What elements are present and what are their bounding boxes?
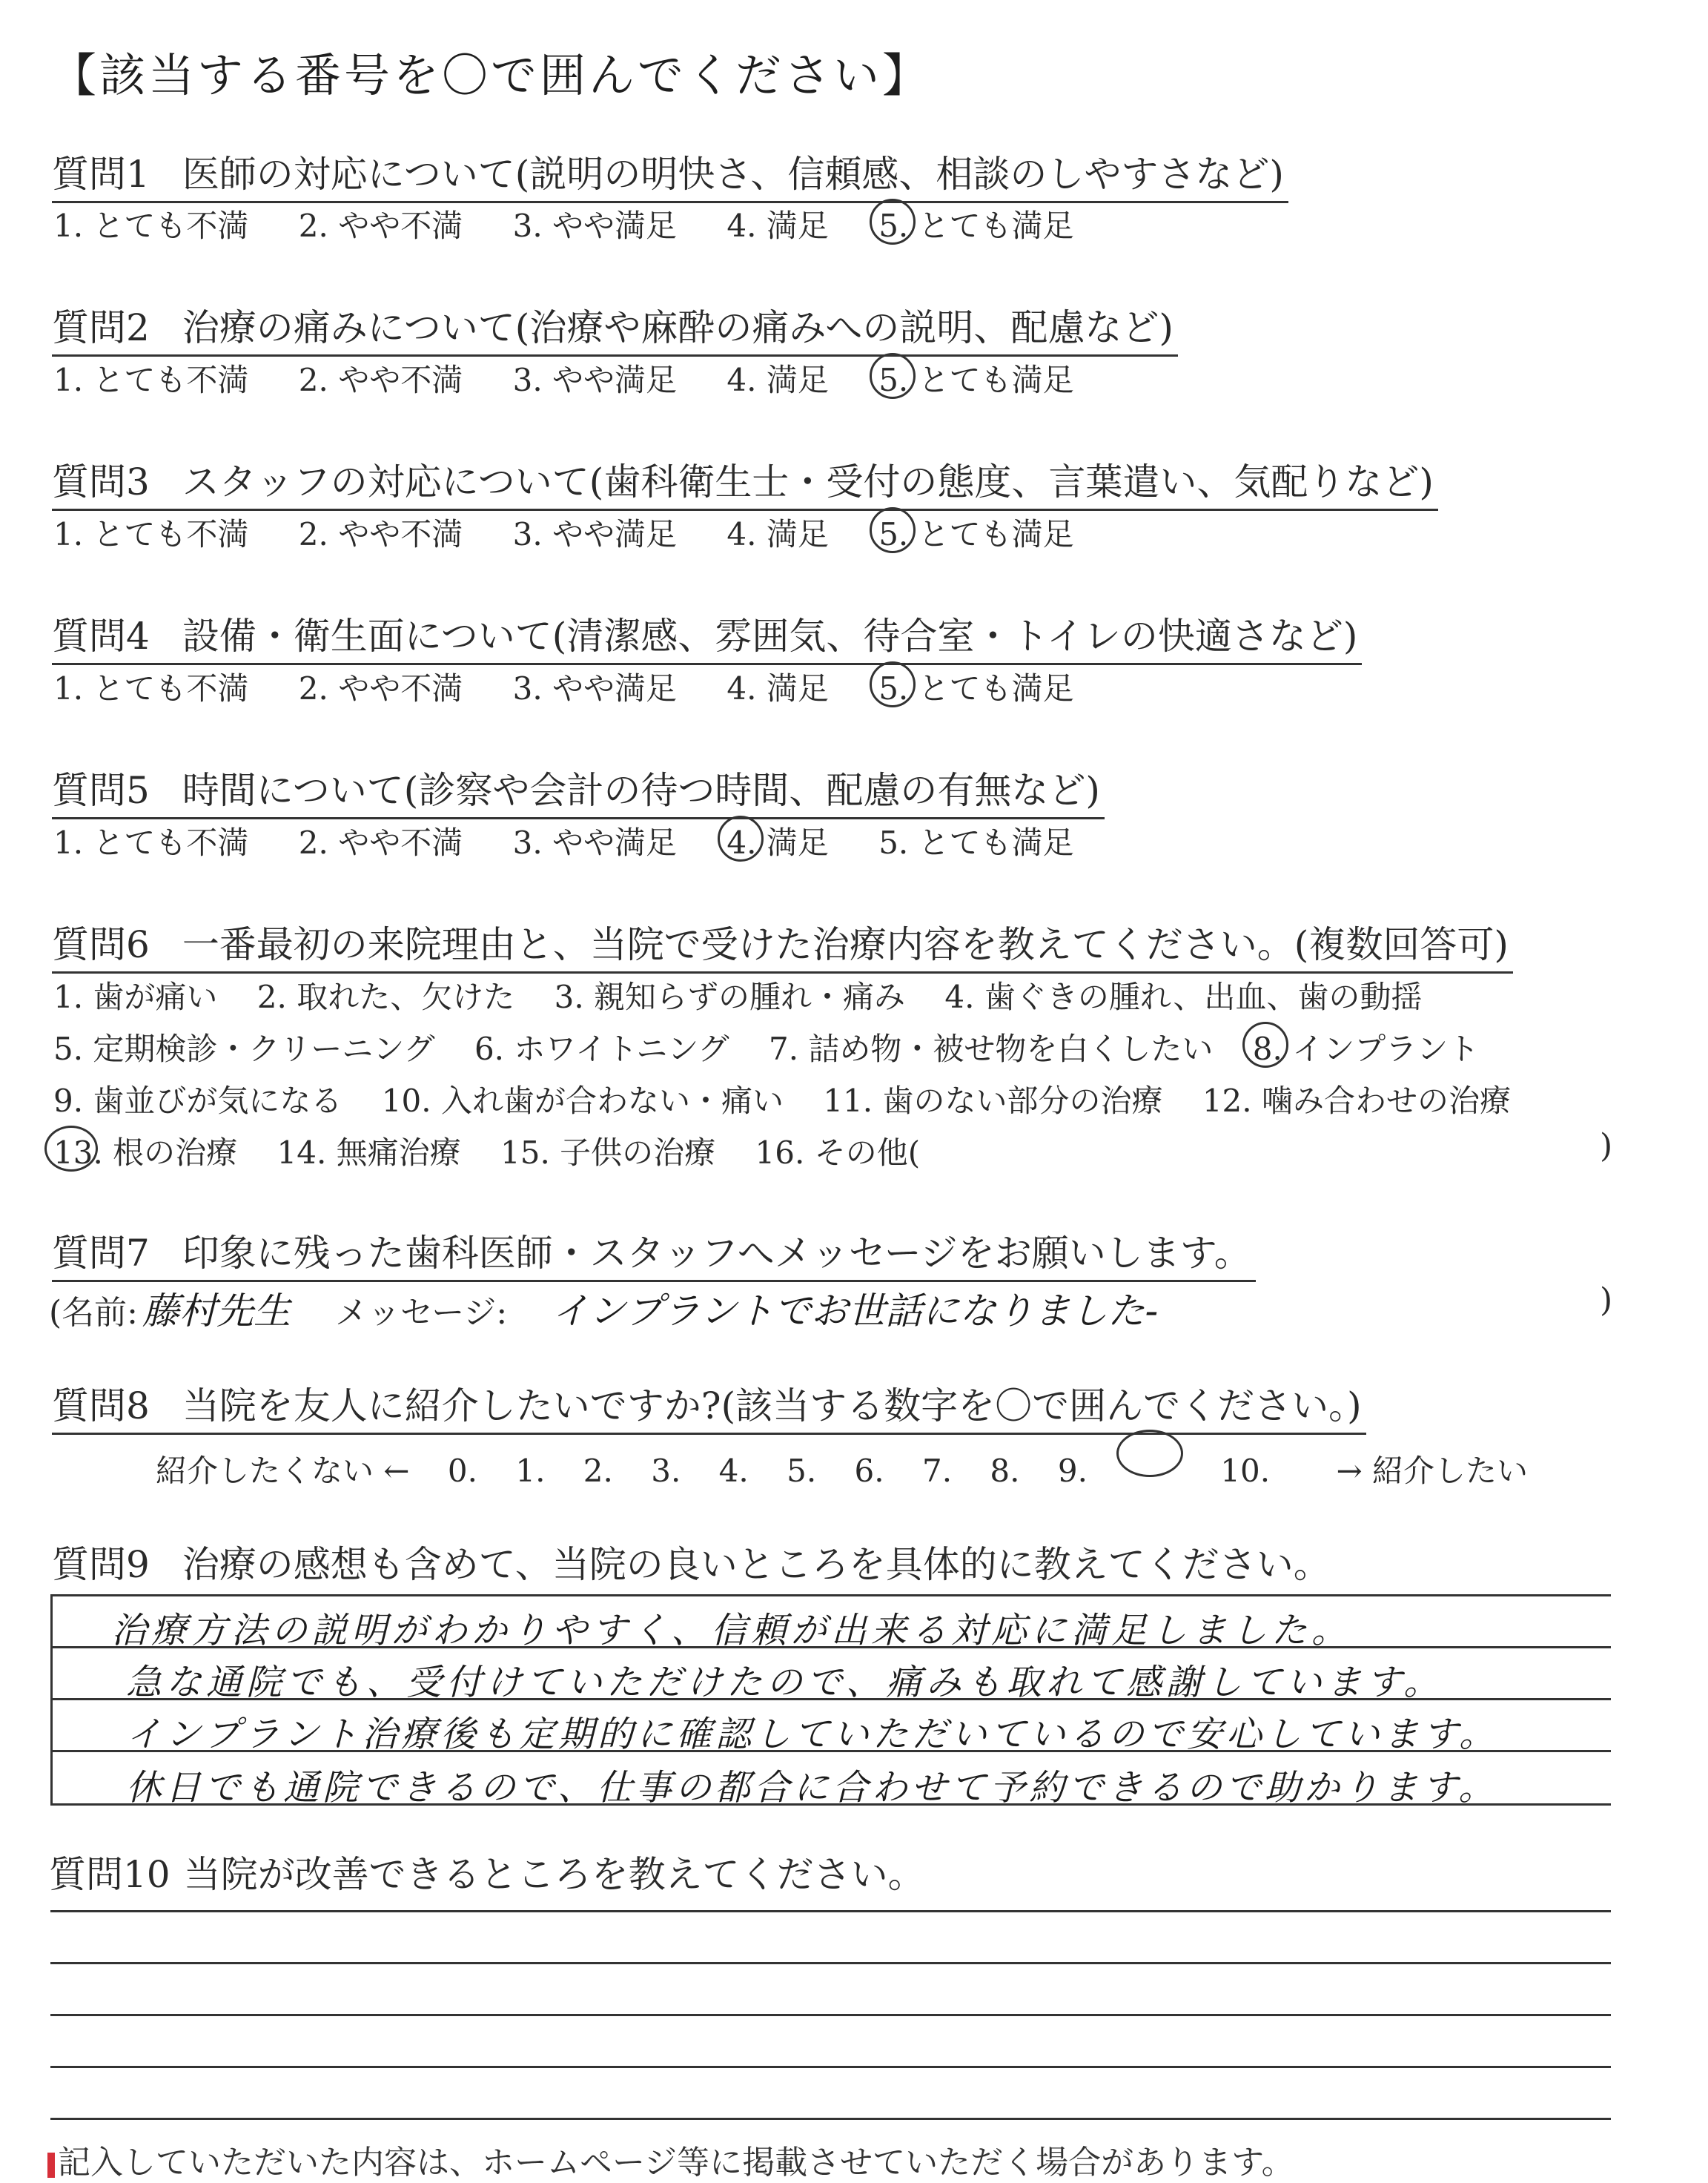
question-1-heading [52,145,1288,203]
option-3[interactable]: 3. やや満足 [512,208,678,244]
answer-line[interactable] [50,1962,1611,1964]
option-5[interactable]: 5. とても満足 [878,825,1074,861]
reason-option[interactable]: 10. 入れ歯が合わない・痛い [381,1083,784,1119]
question-text: 当院を友人に紹介したいですか?(該当する数字を〇で囲んでください。) [182,1384,1362,1427]
question-7-heading [52,1223,1256,1282]
option-3[interactable]: 3. やや満足 [512,825,678,861]
question-9-heading [52,1535,1331,1588]
question-6-row-1 [53,973,1452,1017]
scale-10-selected[interactable] [1125,1434,1298,1489]
option-5-selected[interactable] [878,356,1073,400]
answer-line[interactable] [50,2066,1611,2068]
option-5-label: 5. とても満足 [878,670,1074,707]
question-3-options [53,510,1114,555]
message-value[interactable]: インプラントでお世話になりました- [552,1289,1159,1332]
reason-option-label: 8. インプラント [1252,1031,1480,1067]
scale-5[interactable]: 5. [787,1453,817,1489]
footer-note-text: 記入していただいた内容は、ホームページ等に掲載させていただく場合があります。 [58,2144,1294,2182]
reason-option[interactable]: 11. 歯のない部分の治療 [823,1083,1163,1119]
option-4[interactable]: 4. 満足 [726,208,829,244]
answer-text-line-4: 休日でも通院できるので、仕事の都合に合わせて予約できるので助かります。 [126,1767,1498,1809]
scale-8[interactable]: 8. [990,1453,1020,1489]
option-5-selected[interactable] [878,664,1073,709]
option-4[interactable]: 4. 満足 [726,670,829,707]
scale-left-label: 紹介したくない ← [156,1453,410,1489]
option-5-label: 5. とても満足 [878,362,1074,398]
question-number: 質問6 [52,923,150,966]
option-2[interactable]: 2. やや不満 [298,670,463,707]
reason-option[interactable]: 5. 定期検診・クリーニング [53,1031,435,1067]
answer-line[interactable] [50,1910,1611,1912]
page-title: 【該当する番号を〇で囲んでください】 [50,48,932,102]
question-4-options [53,664,1114,709]
question-number: 質問4 [52,615,150,658]
reason-option-label: 13. 根の治療 [53,1135,238,1171]
question-number: 質問5 [52,769,150,812]
option-1[interactable]: 1. とても不満 [53,208,249,244]
selection-circle [1116,1430,1183,1477]
question-text: 当院が改善できるところを教えてください。 [183,1853,925,1896]
question-4-heading [52,607,1362,665]
name-label: (名前: [49,1294,138,1332]
option-4-selected[interactable] [726,819,828,863]
scale-9[interactable]: 9. [1057,1453,1088,1489]
question-6-heading [52,915,1513,974]
question-number: 質問2 [52,306,150,349]
question-3-heading [52,452,1438,511]
scale-4[interactable]: 4. [718,1453,749,1489]
reason-option[interactable]: 15. 子供の治療 [500,1135,716,1171]
question-number: 質問8 [52,1384,150,1427]
option-2[interactable]: 2. やや不満 [298,825,463,861]
answer-line[interactable] [50,2118,1611,2120]
question-text: スタッフの対応について(歯科衛生士・受付の態度、言葉遣い、気配りなど) [182,460,1434,503]
question-number: 質問7 [52,1232,150,1275]
reason-option[interactable]: 14. 無痛治療 [277,1135,461,1171]
question-5-heading [52,761,1105,819]
question-text: 印象に残った歯科医師・スタッフへメッセージをお願いします。 [182,1232,1251,1275]
question-number: 質問3 [52,460,150,503]
red-marker [47,2153,55,2178]
answer-text-line-3: インプラント治療後も定期的に確認していただいているので安心しています。 [126,1714,1499,1755]
option-4[interactable]: 4. 満足 [726,362,829,398]
scale-0[interactable]: 0. [447,1453,477,1489]
reason-option[interactable]: 12. 噛み合わせの治療 [1202,1083,1511,1119]
question-1-options [53,202,1114,246]
name-value[interactable]: 藤村先生 [142,1289,291,1332]
question-5-options [53,819,1114,863]
question-text: 一番最初の来院理由と、当院で受けた治療内容を教えてください。(複数回答可) [182,923,1509,966]
question-10-heading [49,1845,925,1898]
scale-3[interactable]: 3. [651,1453,681,1489]
option-2[interactable]: 2. やや不満 [298,362,463,398]
question-2-options [53,356,1114,400]
other-close-paren: ) [1600,1127,1613,1165]
option-1[interactable]: 1. とても不満 [53,362,249,398]
option-5-selected[interactable] [878,510,1073,555]
question-6-row-2 [53,1025,1509,1069]
question-number: 質問10 [49,1853,171,1896]
question-text: 治療の痛みについて(治療や麻酔の痛みへの説明、配慮など) [182,306,1174,349]
scale-right-label: → 紹介したい [1336,1453,1528,1489]
scale-10-label: 10. [1220,1453,1271,1489]
option-5-label: 5. とても満足 [878,208,1074,244]
question-text: 医師の対応について(説明の明快さ、信頼感、相談のしやすさなど) [182,153,1284,196]
question-number: 質問9 [52,1543,150,1586]
option-3[interactable]: 3. やや満足 [512,362,678,398]
reason-option[interactable]: 6. ホワイトニング [474,1031,729,1067]
reason-option[interactable]: 3. 親知らずの腫れ・痛み [554,979,906,1015]
option-5-selected[interactable] [878,202,1073,246]
reason-option[interactable]: 9. 歯並びが気になる [53,1083,342,1119]
footer-note [47,2136,1294,2183]
question-text: 設備・衛生面について(清潔感、雰囲気、待合室・トイレの快適さなど) [182,615,1358,658]
option-3[interactable]: 3. やや満足 [512,670,678,707]
question-2-heading [52,298,1178,357]
message-close-paren: ) [1600,1281,1613,1319]
answer-line[interactable] [50,2014,1611,2016]
option-2[interactable]: 2. やや不満 [298,516,463,552]
option-4-label: 4. 満足 [726,825,829,861]
reason-option-selected[interactable] [1253,1025,1479,1069]
scale-1[interactable]: 1. [515,1453,546,1489]
reason-option[interactable]: 7. 詰め物・被せ物を白くしたい [768,1031,1214,1067]
message-label: メッセージ: [335,1294,508,1332]
reason-option[interactable]: 4. 歯ぐきの腫れ、出血、歯の動揺 [944,979,1423,1015]
answer-text-line-1: 治療方法の説明がわかりやすく、信頼が出来る対応に満足しました。 [111,1610,1352,1651]
option-5-label: 5. とても満足 [878,516,1074,552]
scale-6[interactable]: 6. [854,1453,884,1489]
reason-option[interactable]: 1. 歯が痛い [53,979,218,1015]
referral-scale [156,1434,1556,1491]
question-7-answer-row [49,1281,1158,1335]
reason-option-other[interactable]: 16. その他( [755,1135,921,1171]
question-6-row-3 [53,1077,1540,1121]
scale-7[interactable]: 7. [921,1453,953,1489]
answer-text-line-2: 急な通院でも、受付けていただけたので、痛みも取れて感謝しています。 [126,1662,1444,1703]
question-8-heading [52,1376,1366,1435]
reason-option-selected[interactable] [53,1129,237,1173]
question-6-row-4 [53,1129,950,1173]
option-1[interactable]: 1. とても不満 [53,825,249,861]
option-1[interactable]: 1. とても不満 [53,670,249,707]
option-2[interactable]: 2. やや不満 [298,208,463,244]
question-number: 質問1 [52,153,150,196]
question-text: 時間について(診察や会計の待つ時間、配慮の有無など) [182,769,1100,812]
option-3[interactable]: 3. やや満足 [512,516,678,552]
option-4[interactable]: 4. 満足 [726,516,829,552]
question-text: 治療の感想も含めて、当院の良いところを具体的に教えてください。 [182,1543,1331,1586]
answer-line [50,1594,1611,1596]
scale-2[interactable]: 2. [583,1453,613,1489]
option-1[interactable]: 1. とても不満 [53,516,249,552]
reason-option[interactable]: 2. 取れた、欠けた [256,979,515,1015]
